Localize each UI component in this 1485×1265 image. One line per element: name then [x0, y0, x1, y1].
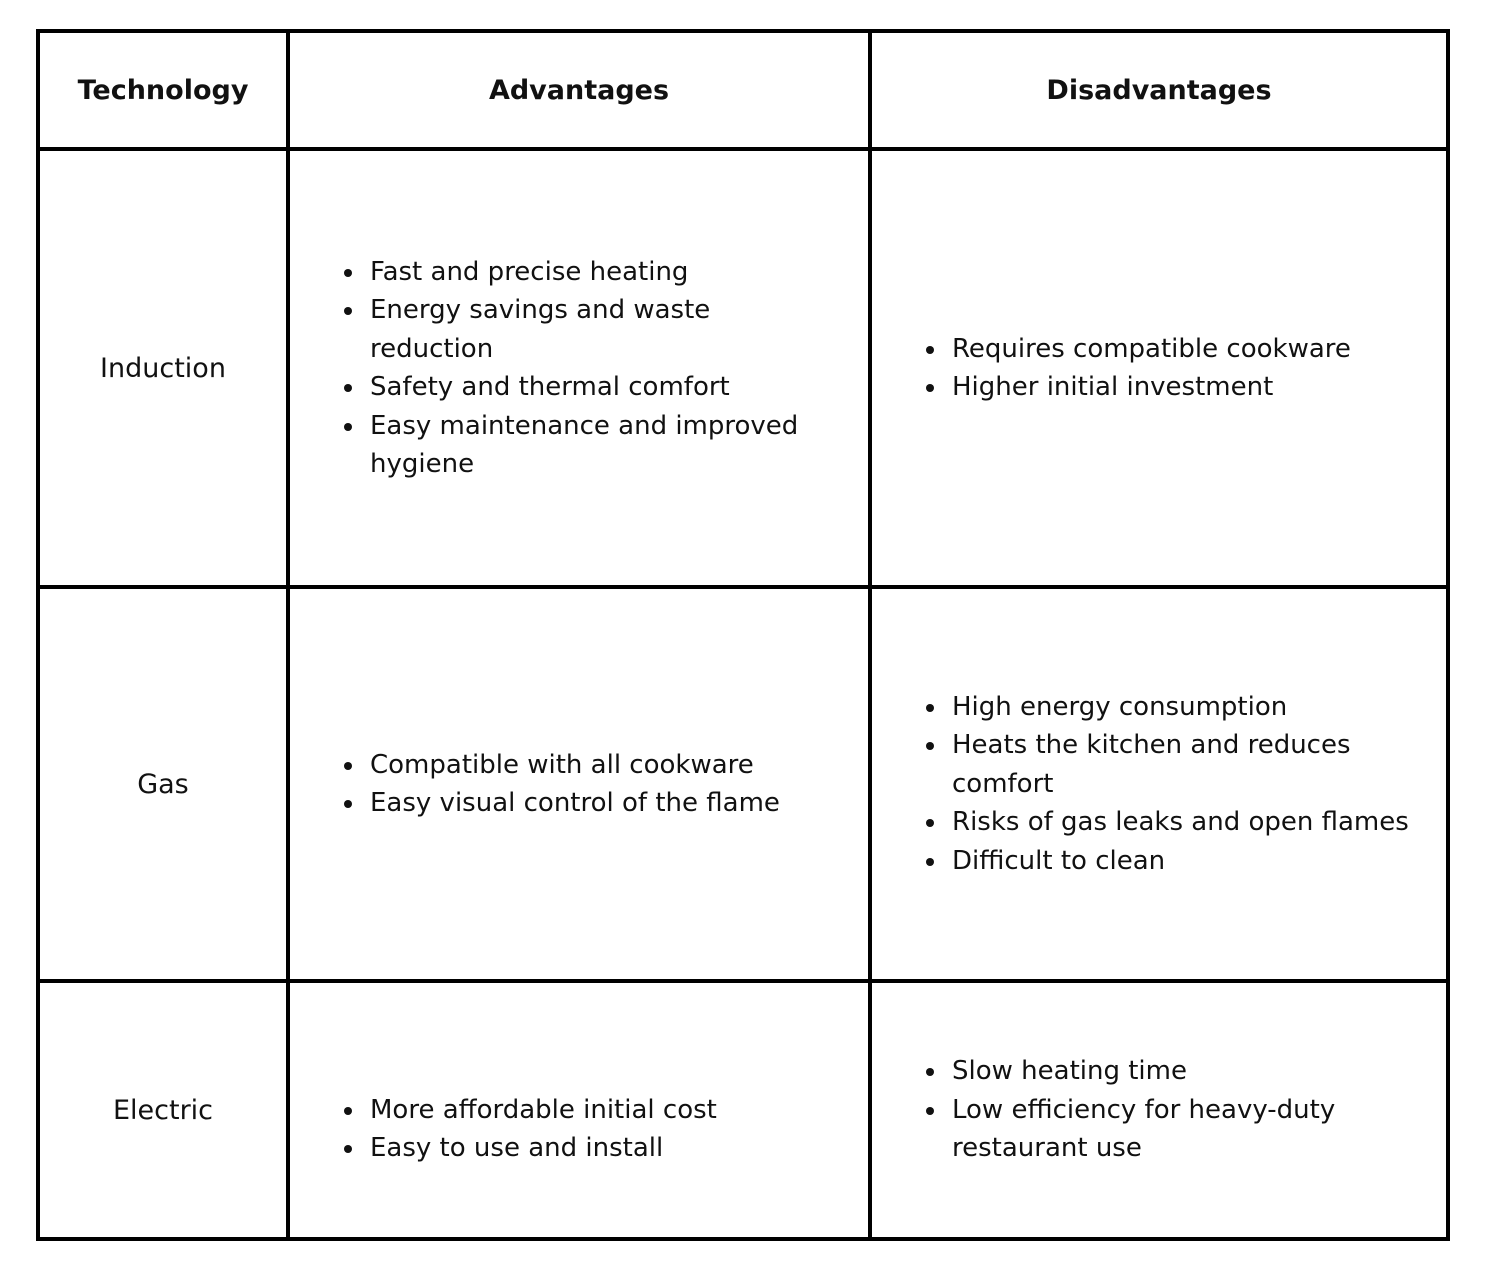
list-item: • Safety and thermal comfort [366, 368, 832, 407]
technology-cell: Induction [38, 149, 288, 587]
advantages-cell [288, 149, 870, 587]
header-disadvantages: Disadvantages [870, 31, 1448, 149]
header-technology: Technology [38, 31, 288, 149]
list-item: • Slow heating time [948, 1052, 1410, 1091]
list-item: • More affordable initial cost [366, 1091, 832, 1130]
advantages-list [290, 1091, 868, 1168]
list-item: • Higher initial investment [948, 368, 1410, 407]
disadvantages-list [872, 1052, 1446, 1168]
table-header-row [38, 31, 1448, 149]
table-row-gas [38, 587, 1448, 981]
advantages-list [290, 253, 868, 484]
advantages-list [290, 746, 868, 823]
header-advantages: Advantages [288, 31, 870, 149]
list-item: • Compatible with all cookware [366, 746, 832, 785]
disadvantages-cell [870, 149, 1448, 587]
comparison-table [36, 29, 1450, 1241]
list-item: • Energy savings and waste reduction [366, 291, 832, 368]
list-item: • Easy maintenance and improved hygiene [366, 407, 832, 484]
list-item: • Requires compatible cookware [948, 330, 1410, 369]
table-row-induction [38, 149, 1448, 587]
table-row-electric [38, 981, 1448, 1239]
list-item: • Risks of gas leaks and open flames [948, 803, 1410, 842]
list-item: • Difficult to clean [948, 842, 1410, 881]
disadvantages-cell [870, 981, 1448, 1239]
list-item: • Easy to use and install [366, 1129, 832, 1168]
disadvantages-cell [870, 587, 1448, 981]
disadvantages-list [872, 330, 1446, 407]
advantages-cell [288, 981, 870, 1239]
list-item: • Low efficiency for heavy-duty restaurant use [948, 1091, 1410, 1168]
list-item: • Heats the kitchen and reduces comfort [948, 726, 1410, 803]
list-item: • High energy consumption [948, 688, 1410, 727]
list-item: • Fast and precise heating [366, 253, 832, 292]
disadvantages-list [872, 688, 1446, 881]
technology-cell: Gas [38, 587, 288, 981]
technology-cell: Electric [38, 981, 288, 1239]
advantages-cell [288, 587, 870, 981]
list-item: • Easy visual control of the flame [366, 784, 832, 823]
